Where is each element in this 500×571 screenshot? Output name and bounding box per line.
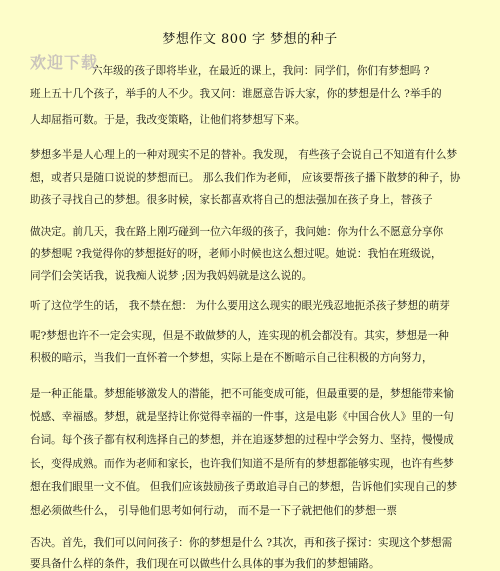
text-line: 悦感、幸福感。梦想，就是坚持让你觉得幸福的一件事，这是电影《中国合伙人》里的一句 <box>30 411 454 423</box>
text-line: 是一种正能量。梦想能够激发人的潜能，把不可能变成可能，但最重要的是，梦想能带来愉 <box>30 388 454 400</box>
text-line: 人却屈指可数。于是，我改变策略，让他们将梦想写下来。 <box>30 114 306 126</box>
text-line: 六年级的孩子即将毕业，在最近的课上，我问：同学们，你们有梦想吗 ? <box>92 65 430 77</box>
text-line: 班上五十几个孩子，举手的人不少。我又问：谁愿意告诉大家，你的梦想是什么 ?举手的 <box>30 88 442 100</box>
text-line: 助孩子寻找自己的梦想。很多时候，家长都喜欢将自己的想法强加在孩子身上，替孩子 <box>30 194 433 206</box>
text-line: 想在我们眼里一文不值。 但我们应该鼓励孩子勇敢追寻自己的梦想，告诉他们实现自己的梦 <box>30 481 458 493</box>
document-title: 梦想作文 800 字 梦想的种子 <box>162 32 338 47</box>
watermark: 欢迎下载 <box>30 53 99 72</box>
text-line: 否决。首先，我们可以问问孩子：你的梦想是什么 ?其次，再和孩子探讨：实现这个梦想需 <box>30 537 453 549</box>
text-line: 听了这位学生的话， 我不禁在想： 为什么要用这么现实的眼光残忍地扼杀孩子梦想的萌芽 <box>30 300 450 312</box>
text-line: 呢?梦想也许不一定会实现，但是不敢做梦的人，连实现的机会都没有。其实，梦想是一种 <box>30 330 449 342</box>
text-line: 做决定。前几天，我在路上刚巧碰到一位六年级的孩子，我问她：你为什么不愿意分享你 <box>30 226 444 238</box>
text-line: 长，变得成熟。而作为老师和家长，也许我们知道不是所有的梦想都能够实现，也许有些梦 <box>30 458 454 470</box>
text-line: 的梦想呢 ?我觉得你的梦想挺好的呀，老师小时候也这么想过呢。她说：我怕在班级说， <box>30 248 442 260</box>
text-line: 想，或者只是随口说说的梦想而已。 那么我们作为老师， 应该要帮孩子播下散梦的种子，协 <box>30 172 461 184</box>
text-line: 积极的暗示，当我们一直怀着一个梦想，实际上是在不断暗示自己往积极的方向努力， <box>30 352 433 364</box>
text-line: 台词。每个孩子都有权利选择自己的梦想，并在追逐梦想的过程中学会努力、坚持，慢慢成 <box>30 434 454 446</box>
text-line: 想必须做些什么， 引导他们思考如何行动， 而不是一下子就把他们的梦想一票 <box>30 505 397 517</box>
text-line: 同学们会笑话我，说我痴人说梦 ;因为我妈妈就是这么说的。 <box>30 270 313 282</box>
text-line: 梦想多半是人心理上的一种对现实不足的替补。我发现， 有些孩子会说自己不知道有什么梦 <box>30 149 458 161</box>
text-line: 要具备什么样的条件，我们现在可以做些什么具体的事为我们的梦想铺路。 <box>30 558 380 570</box>
